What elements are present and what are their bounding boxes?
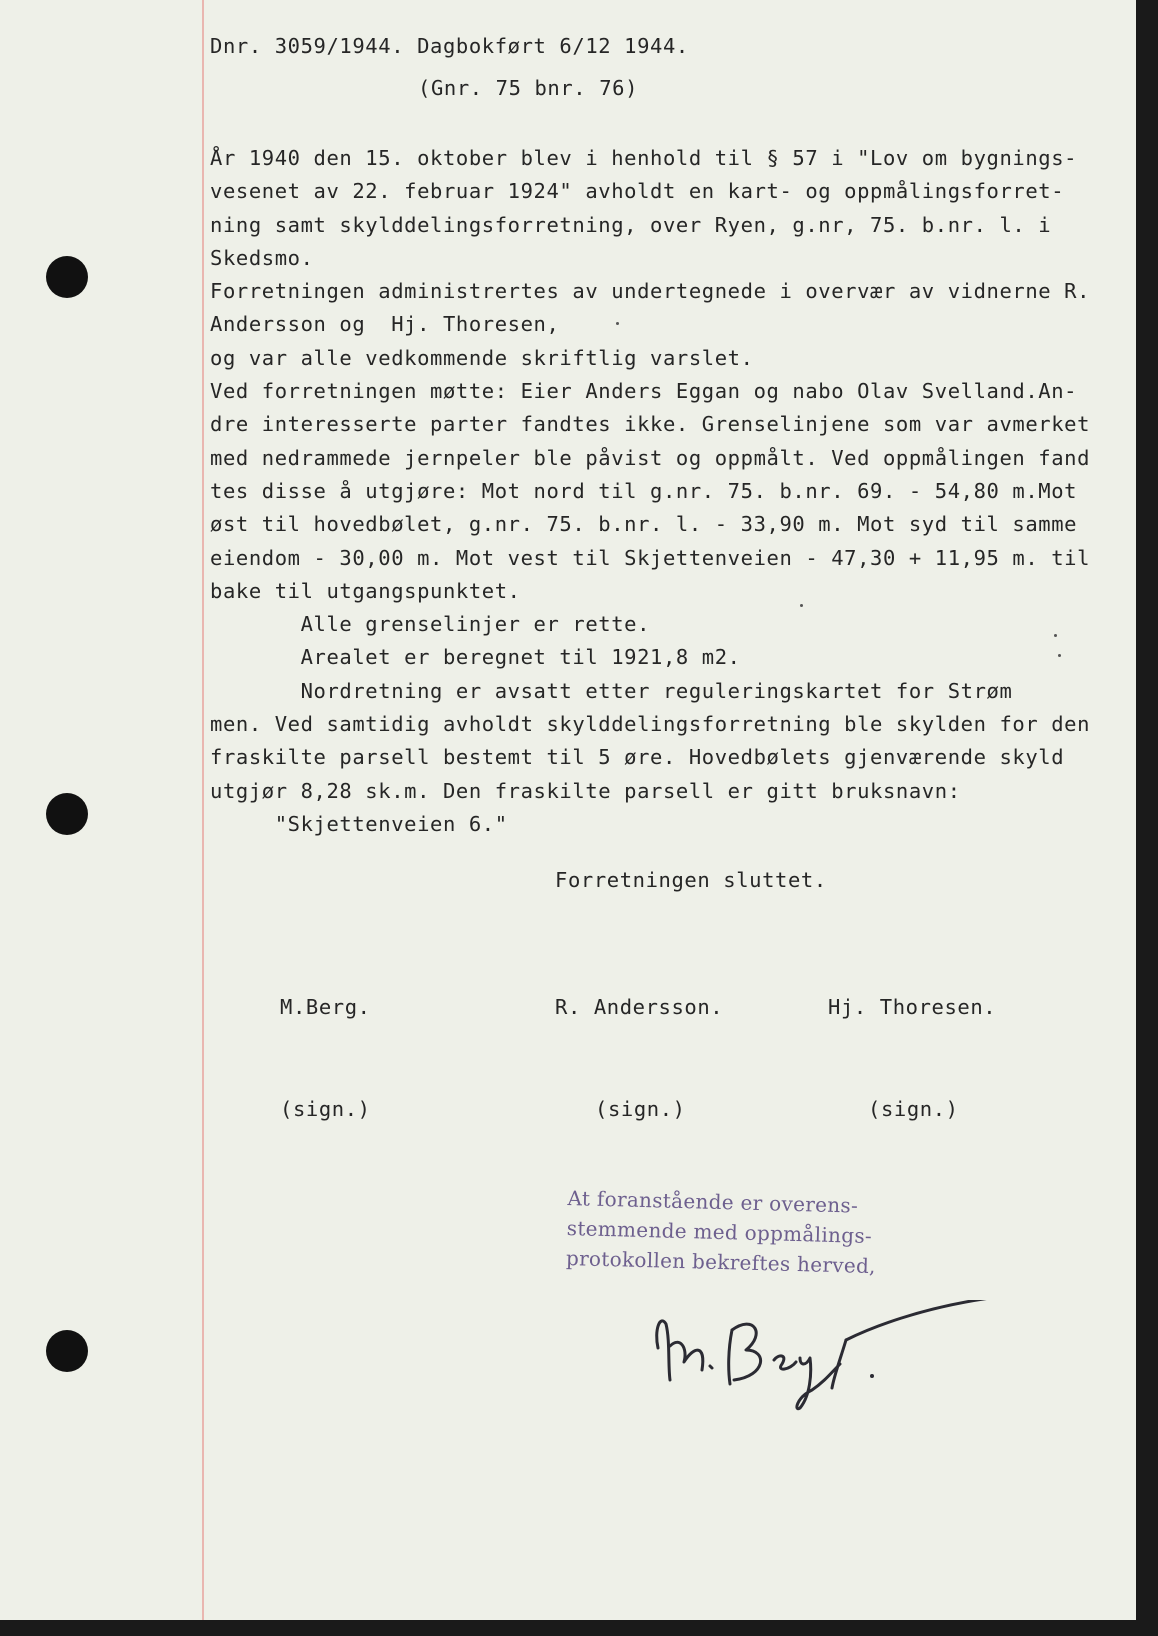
signatory-thoresen xyxy=(828,922,996,1160)
ink-speck xyxy=(1058,654,1061,657)
body-line: Alle grenselinjer er rette. xyxy=(210,612,651,637)
body-line: utgjør 8,28 sk.m. Den fraskilte parsell er gitt bruksnavn: xyxy=(210,778,961,803)
punch-hole-bottom xyxy=(46,1330,88,1372)
body-line: ning samt skylddelingsforretning, over Ryen, g.nr, 75. b.nr. l. i xyxy=(210,212,1052,237)
stamp-line: At foranstående er overens- xyxy=(567,1185,859,1218)
signatory-name: R. Andersson. xyxy=(555,995,724,1019)
body-line: År 1940 den 15. oktober blev i henhold til § 57 i "Lov om bygnings- xyxy=(210,146,1078,170)
ink-speck xyxy=(1054,634,1057,637)
stamp-line: stemmende med oppmålings- xyxy=(566,1215,873,1248)
signatory-note: (sign.) xyxy=(595,1097,686,1121)
signatory-berg xyxy=(280,922,371,1160)
body-line: men. Ved samtidig avholdt skylddelingsforretning ble skylden for den xyxy=(210,712,1091,737)
property-number-line: (Gnr. 75 bnr. 76) xyxy=(418,76,639,100)
body-line: bake til utgangspunktet. xyxy=(210,578,521,603)
handwritten-signature xyxy=(650,1300,1030,1450)
signatory-name: M.Berg. xyxy=(280,995,371,1019)
punch-hole-top xyxy=(46,256,88,298)
body-line: dre interesserte parter fandtes ikke. Grenselinjene som var avmerket xyxy=(210,412,1091,437)
body-line: Arealet er beregnet til 1921,8 m2. xyxy=(210,645,741,670)
signatory-name: Hj. Thoresen. xyxy=(828,995,997,1019)
stamp-line: protokollen bekreftes herved, xyxy=(565,1245,877,1279)
ink-speck xyxy=(616,322,619,325)
body-line: vesenet av 22. februar 1924" avholdt en kart- og oppmålingsforret- xyxy=(210,179,1065,204)
margin-rule xyxy=(202,0,204,1620)
signatory-note: (sign.) xyxy=(280,1097,371,1121)
signatory-andersson xyxy=(555,922,723,1160)
body-line: Skedsmo. xyxy=(210,245,314,270)
body-line: og var alle vedkommende skriftlig varslet. xyxy=(210,345,754,370)
body-line: eiendom - 30,00 m. Mot vest til Skjettenveien - 47,30 + 11,95 m. til xyxy=(210,545,1091,570)
body-line: øst til hovedbølet, g.nr. 75. b.nr. l. - 33,90 m. Mot syd til samme xyxy=(210,512,1078,537)
punch-hole-middle xyxy=(46,793,88,835)
document-number-line: Dnr. 3059/1944. Dagbokført 6/12 1944. xyxy=(210,34,689,58)
certification-stamp xyxy=(566,1183,878,1281)
protocol-body-text xyxy=(210,142,1090,841)
body-line: med nedrammede jernpeler ble påvist og oppmålt. Ved oppmålingen fand xyxy=(210,445,1091,470)
ink-speck xyxy=(800,604,803,607)
body-line: tes disse å utgjøre: Mot nord til g.nr. 75. b.nr. 69. - 54,80 m.Mot xyxy=(210,478,1078,503)
scan-edge-bottom xyxy=(0,1620,1158,1636)
body-line: fraskilte parsell bestemt til 5 øre. Hovedbølets gjenværende skyld xyxy=(210,745,1065,770)
body-line: Andersson og Hj. Thoresen, xyxy=(210,312,560,337)
closing-statement: Forretningen sluttet. xyxy=(555,868,827,892)
body-line: "Skjettenveien 6." xyxy=(210,811,508,836)
body-line: Nordretning er avsatt etter reguleringskartet for Strøm xyxy=(210,678,1013,703)
scan-edge-right xyxy=(1136,0,1158,1636)
body-line: Ved forretningen møtte: Eier Anders Eggan og nabo Olav Svelland.An- xyxy=(210,379,1078,404)
signatory-note: (sign.) xyxy=(868,1097,959,1121)
body-line: Forretningen administrertes av undertegnede i overvær av vidnerne R. xyxy=(210,279,1091,304)
